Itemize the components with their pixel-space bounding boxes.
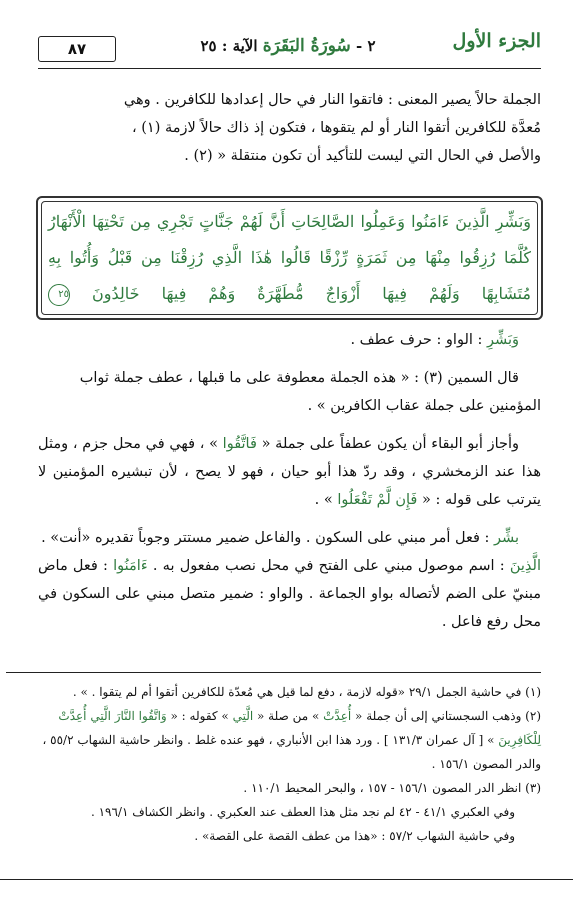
verse-text: وَبَشِّرِ الَّذِينَ ءَامَنُوا وَعَمِلُوا الصَّالِحَاتِ أَنَّ لَهُمْ جَنَّاتٍ تَجْرِي مِن تَحْتِهَا الْأَنْهَارُ كُلَّمَا رُزِقُوا مِنْهَا مِن ثَمَرَةٍ رِّزْقًا قَالُوا هَٰذَا الَّذِي رُزِقْنَا مِن قَبْلُ وَأُتُوا بِهِ مُتَشَابِهًا وَلَهُمْ فِيهَا أَزْوَاجٌ مُّطَهَّرَةٌ وَهُمْ فِيهَا خَالِدُونَ bbox=[48, 212, 532, 303]
footnote-2 bbox=[38, 704, 541, 776]
quoted-word: بشِّر bbox=[494, 530, 519, 546]
paragraph-samin bbox=[38, 364, 541, 420]
footnote-text: » من صلة « bbox=[253, 709, 324, 723]
footnote-divider bbox=[6, 672, 541, 673]
quoted-word: وَاتَّقُوا النَّارَ الَّتِي أُعِدَّتْ لِلْكَافِرِينَ bbox=[58, 709, 541, 747]
quoted-word: وَبَشِّرِ bbox=[487, 332, 519, 348]
quoted-word: الَّتِي bbox=[232, 709, 254, 723]
paragraph-line: المؤمنين على جملة عقاب الكافرين » . bbox=[307, 398, 541, 414]
paragraph-text: : فعل أمر مبني على السكون . والفاعل ضمير مستتر وجوباً تقديره «أنت» . bbox=[41, 530, 495, 546]
quoted-word: فَإِن لَّمْ تَفْعَلُوا bbox=[337, 492, 418, 508]
intro-line: الجملة حالاً يصير المعنى : فاتقوا النار في حال إعدادها للكافرين . وهي bbox=[123, 92, 541, 108]
footnote-text: » كقوله : « bbox=[166, 709, 233, 723]
paragraph-abulbaqa bbox=[38, 430, 541, 514]
page-header bbox=[38, 30, 541, 66]
quoted-word: أُعِدَّتْ bbox=[323, 709, 352, 723]
paragraph-text: وأجاز أبو البقاء أن يكون عطفاً على جملة « bbox=[256, 436, 519, 452]
paragraph-text: : الواو : حرف عطف . bbox=[350, 332, 488, 348]
footnotes bbox=[38, 680, 541, 848]
header-divider bbox=[38, 68, 541, 69]
paragraph-text: : فعل ماض مبنيّ على الضم لأتصاله بواو الجماعة . والواو : ضمير متصل مبني على السكون في محل رفع فاعل . bbox=[38, 558, 541, 630]
quran-verse bbox=[48, 204, 531, 312]
intro-line: والأصل في الحال التي ليست للتأكيد أن تكون منتقلة « (٢) . bbox=[184, 148, 541, 164]
quoted-word: الَّذِينَ bbox=[509, 558, 541, 574]
quran-verse-box bbox=[36, 196, 543, 320]
intro-line: مُعدَّة للكافرين أتقوا النار أو لم يتقوها ، فتكون إذ ذاك حالاً لازمة (١) ، bbox=[131, 120, 541, 136]
juz-label: الجزء الأول bbox=[452, 30, 541, 52]
footnote-text: » [ آل عمران ١٣١/٣ ] . ورد هذا ابن الأنباري ، فهو عنده غلط . وانظر حاشية الشهاب ٥٥/٢ ، والدر المصون ١٥٦/١ . bbox=[42, 733, 541, 771]
irab-line bbox=[38, 552, 541, 636]
surah-name: سُورَةُ البَقَرَة bbox=[262, 36, 351, 56]
paragraph-irab bbox=[38, 524, 541, 636]
surah-heading bbox=[188, 36, 388, 62]
paragraph-text: : اسم موصول مبني على الفتح في محل نصب مفعول به . bbox=[147, 558, 510, 574]
page-bottom-edge bbox=[0, 879, 573, 880]
paragraph-text: » ، فهي في محل جزم ، ومثل هذا عند الزمخشري ، وقد ردّ هذا أبو حيان ، فهو لا يصح ، لأن تبشيره المؤمنين لا يترتب على قوله : « bbox=[38, 436, 541, 508]
analysis-body bbox=[38, 326, 541, 636]
footnote-text: (٢) وذهب السجستاني إلى أن جملة « bbox=[351, 709, 541, 723]
intro-paragraph bbox=[38, 86, 541, 170]
quoted-word: فَاتَّقُوا bbox=[222, 436, 257, 452]
quoted-word: ءَامَنُوا bbox=[113, 558, 148, 574]
surah-number: ٢ - bbox=[355, 37, 376, 55]
footnote-1: (١) في حاشية الجمل ٢٩/١ «قوله لازمة ، دفع لما قيل هي مُعدّة للكافرين أتقوا أم لم يتقوا . » . bbox=[72, 685, 541, 699]
paragraph-text: » . bbox=[314, 492, 338, 508]
page-number: ٨٧ bbox=[38, 36, 116, 62]
paragraph-line: قال السمين (٣) : « هذه الجملة معطوفة على ما قبلها ، عطف جملة ثواب bbox=[79, 370, 519, 386]
footnote-3: (٣) انظر الدر المصون ١٥٦/١ - ١٥٧ ، والبحر المحيط ١١٠/١ . bbox=[243, 781, 541, 795]
footnote-3-continued: وفي حاشية الشهاب ٥٧/٢ : «هذا من عطف القصة على القصة» . bbox=[194, 829, 515, 843]
ayah-label: الآية : ٢٥ bbox=[200, 37, 258, 55]
irab-line bbox=[38, 524, 541, 552]
ayah-number-marker: ٢٥ bbox=[48, 284, 70, 306]
footnote-3-continued: وفي العكبري ٤١/١ - ٤٢ لم نجد مثل هذا العطف عند العكبري . وانظر الكشاف ١٩٦/١ . bbox=[90, 805, 515, 819]
paragraph-wabashir bbox=[38, 326, 541, 354]
